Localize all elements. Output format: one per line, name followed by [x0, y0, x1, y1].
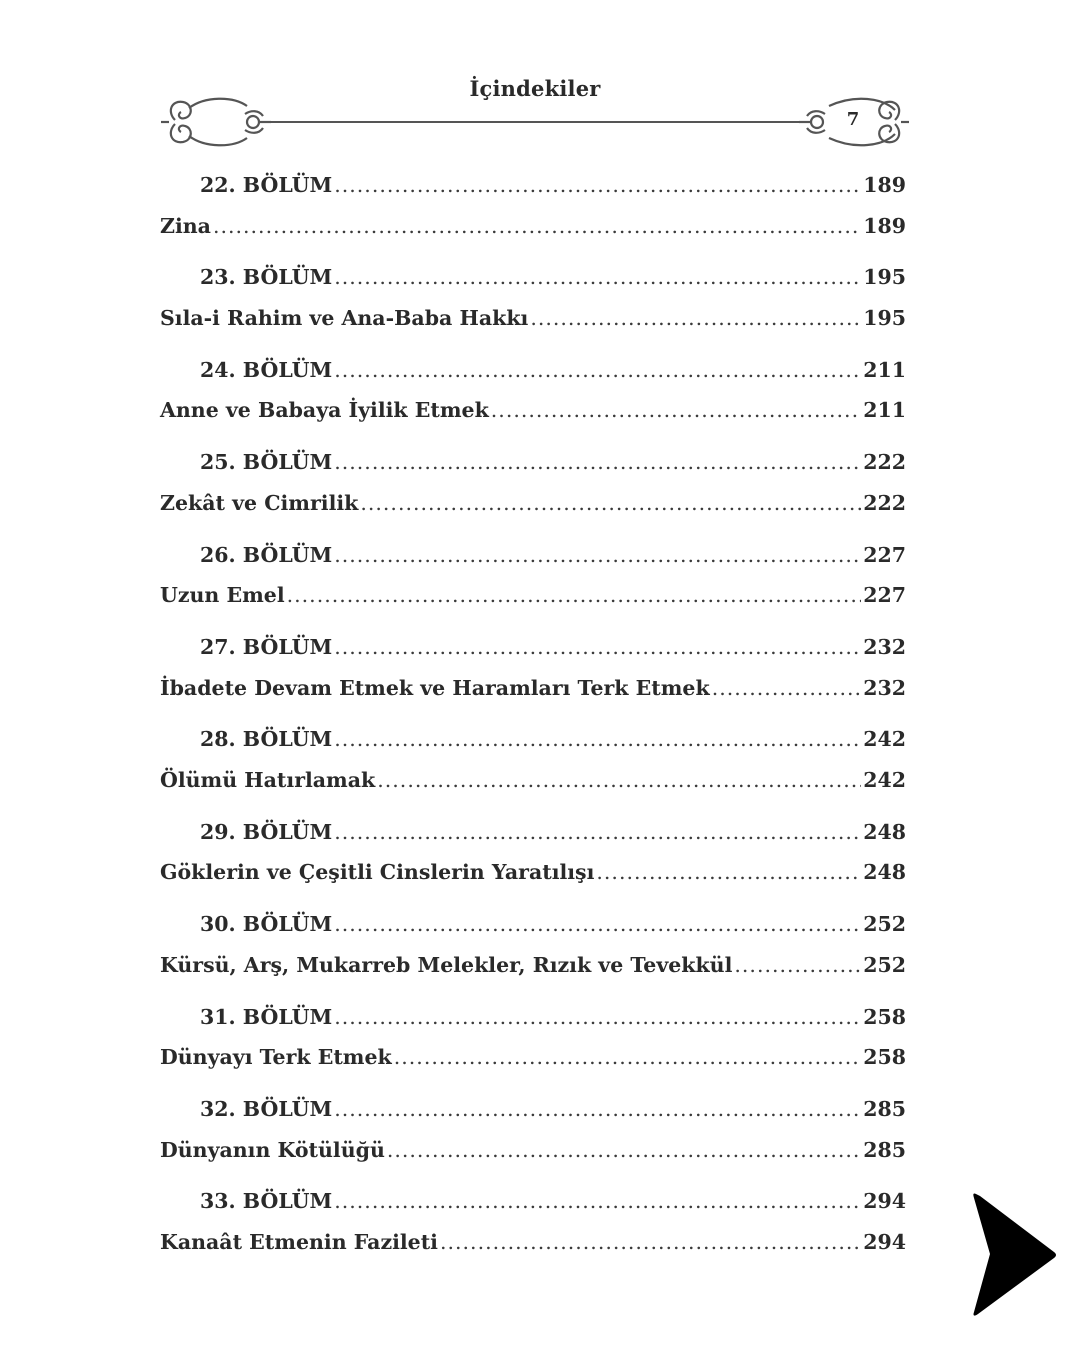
- toc-entry-title: 27. BÖLÜM: [200, 635, 333, 659]
- toc-chapter-row[interactable]: [160, 912, 906, 942]
- toc-entry-page: 248: [863, 860, 906, 885]
- toc-entry-page: 258: [863, 1004, 906, 1029]
- toc-entry-page: 232: [863, 635, 906, 659]
- toc-entry-page: 195: [863, 265, 906, 290]
- toc-entry-page: 285: [863, 1137, 906, 1162]
- dot-leader: [440, 1230, 861, 1254]
- toc-entry-page: 242: [863, 727, 906, 752]
- toc-entry-title: Zina: [160, 213, 211, 238]
- toc-entry-page: 211: [863, 357, 906, 382]
- toc-section-row[interactable]: [160, 1045, 906, 1075]
- toc-chapter-row[interactable]: [160, 173, 906, 203]
- toc-section-row[interactable]: [160, 306, 906, 336]
- toc-entry-title: Anne ve Babaya İyilik Etmek: [160, 398, 489, 423]
- page-title: İçindekiler: [469, 76, 601, 101]
- toc-entry-title: 33. BÖLÜM: [200, 1189, 333, 1214]
- toc-chapter-row[interactable]: [160, 635, 906, 665]
- toc-entry-title: Uzun Emel: [160, 583, 285, 608]
- toc-entry-title: Göklerin ve Çeşitli Cinslerin Yaratılışı: [160, 860, 595, 885]
- toc-entry-page: 227: [863, 542, 906, 567]
- toc-entry-title: Zekât ve Cimrilik: [160, 490, 359, 515]
- dot-leader: [360, 491, 861, 515]
- toc-entry-page: 242: [863, 767, 906, 792]
- dot-leader: [334, 820, 861, 844]
- dot-leader: [334, 173, 861, 197]
- toc-entry-page: 189: [863, 173, 906, 197]
- dot-leader: [734, 953, 861, 977]
- toc-entry-title: 24. BÖLÜM: [200, 357, 333, 382]
- toc-entry-page: 232: [863, 675, 906, 700]
- ornament-divider: [155, 92, 915, 152]
- toc-entry-page: 227: [863, 583, 906, 608]
- dot-leader: [491, 398, 861, 422]
- toc-entry-title: Kürsü, Arş, Mukarreb Melekler, Rızık ve Tevekkül: [160, 952, 733, 977]
- toc-entry-title: Kanaât Etmenin Fazileti: [160, 1229, 438, 1254]
- toc-entry-page: 294: [863, 1189, 906, 1214]
- toc-entry-page: 285: [863, 1097, 906, 1121]
- toc-section-row[interactable]: [160, 860, 906, 890]
- toc-entry-title: 23. BÖLÜM: [200, 265, 333, 290]
- toc-section-row[interactable]: [160, 583, 906, 613]
- toc-chapter-row[interactable]: [160, 450, 906, 480]
- toc-entry-title: İbadete Devam Etmek ve Haramları Terk Etmek: [160, 675, 710, 700]
- dot-leader: [334, 1189, 861, 1213]
- toc-entry-title: Ölümü Hatırlamak: [160, 767, 376, 792]
- page-number: 7: [846, 109, 860, 130]
- dot-leader: [213, 214, 861, 238]
- dot-leader: [377, 768, 861, 792]
- toc-section-row[interactable]: [160, 1230, 906, 1260]
- dot-leader: [287, 583, 862, 607]
- toc-entry-page: 222: [863, 450, 906, 475]
- toc-entry-title: 31. BÖLÜM: [200, 1004, 333, 1029]
- dot-leader: [387, 1138, 861, 1162]
- toc-chapter-row[interactable]: [160, 358, 906, 388]
- dot-leader: [334, 912, 861, 936]
- dot-leader: [334, 450, 861, 474]
- dot-leader: [334, 543, 861, 567]
- toc-entry-page: 248: [863, 819, 906, 844]
- toc-entry-page: 195: [863, 305, 906, 330]
- toc-entry-title: 29. BÖLÜM: [200, 819, 333, 844]
- toc-chapter-row[interactable]: [160, 265, 906, 295]
- dot-leader: [334, 358, 861, 382]
- left-scroll-ornament-icon: [161, 99, 271, 146]
- toc-entry-title: 28. BÖLÜM: [200, 727, 333, 752]
- toc-entry-page: 211: [863, 398, 906, 423]
- dot-leader: [530, 306, 861, 330]
- toc-entry-title: 32. BÖLÜM: [200, 1097, 333, 1121]
- dot-leader: [394, 1045, 861, 1069]
- toc-entry-title: 25. BÖLÜM: [200, 450, 333, 475]
- dot-leader: [334, 635, 861, 659]
- dot-leader: [334, 1097, 861, 1121]
- toc-entry-title: 30. BÖLÜM: [200, 912, 333, 937]
- toc-entry-page: 294: [863, 1229, 906, 1254]
- dot-leader: [596, 860, 861, 884]
- toc-chapter-row[interactable]: [160, 543, 906, 573]
- dot-leader: [334, 1005, 861, 1029]
- toc-entry-page: 222: [863, 490, 906, 515]
- toc-section-row[interactable]: [160, 676, 906, 706]
- toc-entry-page: 258: [863, 1045, 906, 1070]
- toc-section-row[interactable]: [160, 398, 906, 428]
- toc-section-row[interactable]: [160, 214, 906, 244]
- toc-entry-title: Dünyayı Terk Etmek: [160, 1045, 392, 1070]
- dot-leader: [334, 265, 861, 289]
- dot-leader: [712, 676, 862, 700]
- toc-chapter-row[interactable]: [160, 1097, 906, 1127]
- toc-entry-title: Dünyanın Kötülüğü: [160, 1137, 385, 1162]
- toc-entry-page: 189: [863, 213, 906, 238]
- toc-chapter-row[interactable]: [160, 1189, 906, 1219]
- dot-leader: [334, 727, 861, 751]
- toc-section-row[interactable]: [160, 953, 906, 983]
- toc-entry-page: 252: [863, 952, 906, 977]
- toc-chapter-row[interactable]: [160, 820, 906, 850]
- toc-entry-title: 26. BÖLÜM: [200, 542, 333, 567]
- toc-section-row[interactable]: [160, 768, 906, 798]
- toc-entry-title: Sıla-i Rahim ve Ana-Baba Hakkı: [160, 305, 529, 330]
- toc-section-row[interactable]: [160, 1138, 906, 1168]
- toc-chapter-row[interactable]: [160, 1005, 906, 1035]
- toc-section-row[interactable]: [160, 491, 906, 521]
- next-page-arrow-icon[interactable]: [968, 1188, 1060, 1322]
- toc-chapter-row[interactable]: [160, 727, 906, 757]
- toc-entry-page: 252: [863, 912, 906, 937]
- toc-entry-title: 22. BÖLÜM: [200, 173, 333, 197]
